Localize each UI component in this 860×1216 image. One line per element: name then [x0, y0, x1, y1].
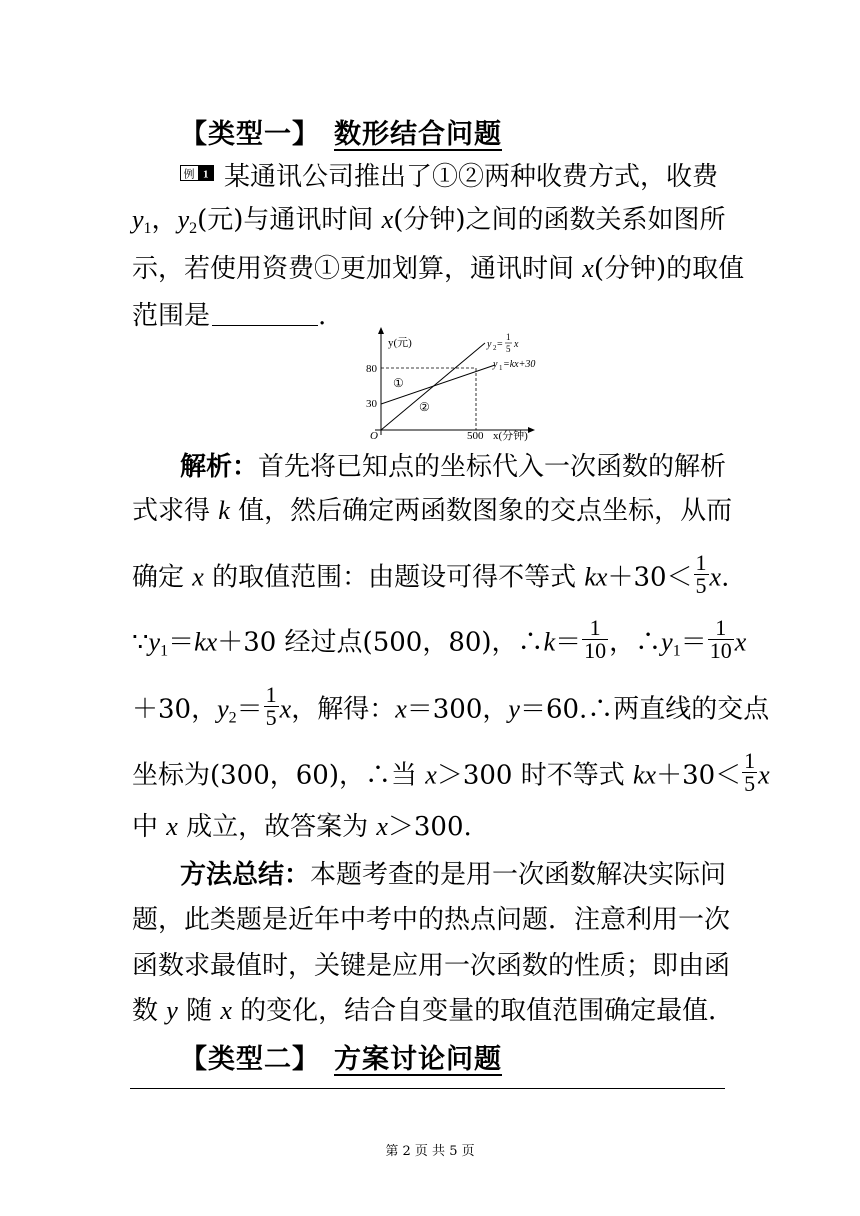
example-line-2: $y_1$，$y_2$(元)与通讯时间 x(分钟)之间的函数关系如图所 — [132, 205, 726, 237]
function-graph — [355, 325, 555, 445]
tick-30: 30 — [366, 398, 377, 410]
example-line-3: 示，若使用资费①更加划算，通讯时间 x(分钟)的取值 — [132, 254, 745, 284]
svg-text:2: 2 — [493, 344, 497, 352]
analysis-line-4: $\because y_1=kx+30$ 经过点(500，80)，∴k＝ $\frac{1}{10}$ ，$\therefore y_1=$ $\frac{1}{10}$ x — [132, 615, 747, 663]
section-heading-type2 — [180, 1037, 502, 1076]
analysis-line-3: 确定 x 的取值范围：由题设可得不等式 kx＋30＜ $\frac{1}{5}$ x. — [132, 550, 730, 598]
page-footer: 第 2 页 共 5 页 — [385, 1144, 475, 1159]
y-axis-label: y(元) — [388, 337, 412, 349]
example-badge — [180, 160, 214, 181]
region-2-label: ② — [419, 400, 430, 414]
example-line-1 — [180, 160, 780, 190]
svg-text:5: 5 — [506, 344, 511, 354]
section-bracket: 【类型一】 — [180, 119, 320, 150]
footer-divider — [130, 1088, 725, 1089]
x-axis-label: x(分钟) — [493, 430, 528, 442]
section-bracket: 【类型二】 — [180, 1044, 320, 1075]
example-line-4: 范围是 . — [132, 301, 327, 331]
analysis-line-6: 坐标为(300，60)，∴当 x＞300 时不等式 kx＋30＜ $\frac{1}{5}$ x — [132, 748, 770, 796]
origin-label: O — [370, 430, 378, 442]
analysis-line-1: 解析：首先将已知点的坐标代入一次函数的解析 — [180, 452, 727, 482]
svg-text:y: y — [487, 339, 492, 350]
section-heading-type1 — [180, 112, 502, 151]
svg-text:1: 1 — [499, 364, 503, 372]
svg-text:x: x — [514, 339, 519, 350]
answer-blank[interactable] — [212, 303, 318, 326]
example-badge-text: 例 — [183, 168, 195, 181]
example-text: 某通讯公司推出了①②两种收费方式，收费 — [224, 162, 719, 192]
analysis-line-5: ＋30，$y_2=$ $\frac{1}{5}$ x，解得：x＝300，y＝60.∴两直线的交点 — [132, 682, 770, 730]
svg-text:1: 1 — [506, 332, 511, 342]
svg-text:1: 1 — [203, 168, 209, 181]
tick-80: 80 — [366, 363, 377, 375]
method-label: 方法总结： — [180, 860, 311, 890]
method-line-1: 方法总结：本题考查的是用一次函数解决实际问 — [180, 860, 727, 890]
section-title: 数形结合问题 — [334, 119, 502, 150]
analysis-line-7: 中 x 成立，故答案为 x＞300. — [132, 812, 472, 842]
svg-text:y: y — [493, 359, 498, 370]
method-line-3: 函数求最值时，关键是应用一次函数的性质；即由函 — [132, 951, 731, 981]
section-title: 方案讨论问题 — [334, 1044, 502, 1075]
method-line-4: 数 y 随 x 的变化，结合自变量的取值范围确定最值． — [132, 996, 735, 1026]
method-line-2: 题，此类题是近年中考中的热点问题．注意利用一次 — [132, 905, 731, 935]
svg-text:=: = — [497, 339, 503, 350]
analysis-label: 解析： — [180, 452, 259, 482]
analysis-line-2: 式求得 k 值，然后确定两函数图象的交点坐标，从而 — [132, 496, 733, 526]
y1-equation-label — [492, 359, 535, 372]
svg-text:=kx+30: =kx+30 — [503, 359, 536, 370]
tick-500: 500 — [467, 430, 484, 442]
y2-equation-label — [486, 332, 519, 354]
region-1-label: ① — [393, 376, 404, 390]
